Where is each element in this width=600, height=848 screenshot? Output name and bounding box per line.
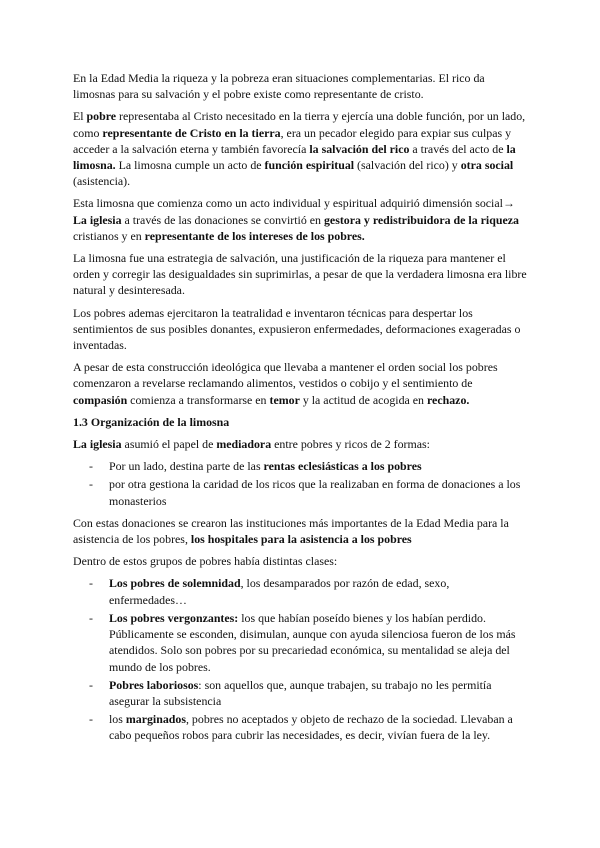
paragraph-intro: En la Edad Media la riqueza y la pobreza eran situaciones complementarias. El rico da limosnas para su salvación y el pobre existe como representante de cristo. xyxy=(73,71,485,102)
paragraph-compasion: A pesar de esta construcción ideológica que llevaba a mantener el orden social los pobres comenzaron a revelarse reclamando alimentos, vestidos o cobijo y el sentimiento de compasión comienza a transformarse en temor y la actitud de acogida en rechazo. xyxy=(73,360,498,407)
section-heading: 1.3 Organización de la limosna xyxy=(73,414,230,429)
list-item: - Los pobres vergonzantes: los que habían poseído bienes y los habían perdido. Públicamente se esconden, disimulan, aunque con ayuda silenciosa fueron de los más atendidos. Solo son pobres por su precariedad económica, su mentalidad se aleja del mundo de los pobres. xyxy=(89,610,516,674)
list-clases-pobres xyxy=(73,575,529,743)
paragraph-teatralidad: Los pobres ademas ejercitaron la teatralidad e inventaron técnicas para despertar los sentimientos de sus posibles donantes, expusieron enfermedades, deformaciones exageradas o inventadas. xyxy=(73,305,521,353)
paragraph-limosna-social: Esta limosna que comienza como un acto individual y espiritual adquirió dimensión social→ La iglesia a través de las donaciones se convirtió en gestora y redistribuidora de la riqueza cristianos y en representante de los intereses de los pobres. xyxy=(73,196,519,243)
list-item: - Por un lado, destina parte de las rentas eclesiásticas a los pobres xyxy=(89,459,422,474)
paragraph-hospitales: Con estas donaciones se crearon las instituciones más importantes de la Edad Media para la asistencia de los pobres, los hospitales para la asistencia a los pobres xyxy=(73,515,509,547)
list-formas xyxy=(73,458,529,509)
list-item: - por otra gestiona la caridad de los ricos que la realizaban en forma de donaciones a los monasterios xyxy=(89,477,521,508)
list-item: - Pobres laboriosos: son aquellos que, aunque trabajen, su trabajo no les permitía asegurar la subsistencia xyxy=(89,677,492,708)
paragraph-iglesia-mediadora: La iglesia asumió el papel de mediadora entre pobres y ricos de 2 formas: xyxy=(73,437,430,452)
paragraph-clases: Dentro de estos grupos de pobres había distintas clases: xyxy=(73,554,338,569)
list-item: - Los pobres de solemnidad, los desamparados por razón de edad, sexo, enfermedades… xyxy=(89,576,450,607)
paragraph-estrategia: La limosna fue una estrategia de salvación, una justificación de la riqueza para mantener el orden y corregir las desigualdades sin suprimirlas, a pesar de que la verdadera limosna era libre natural y desinteresada. xyxy=(73,251,527,298)
document-body xyxy=(73,70,529,750)
list-item: - los marginados, pobres no aceptados y objeto de rechazo de la sociedad. Llevaban a cabo pequeños robos para cubrir las necesidades, es decir, vivían fuera de la ley. xyxy=(89,712,513,743)
paragraph-pobre: El pobre representaba al Cristo necesitado en la tierra y ejercía una doble función, por un lado, como representante de Cristo en la tierra, era un pecador elegido para expiar sus culpas y acceder a la salvación eterna y también favorecía la salvación del rico a través del acto de la limosna. La limosna cumple un acto de función espiritual (salvación del rico) y otra social (asistencia). xyxy=(73,109,526,189)
